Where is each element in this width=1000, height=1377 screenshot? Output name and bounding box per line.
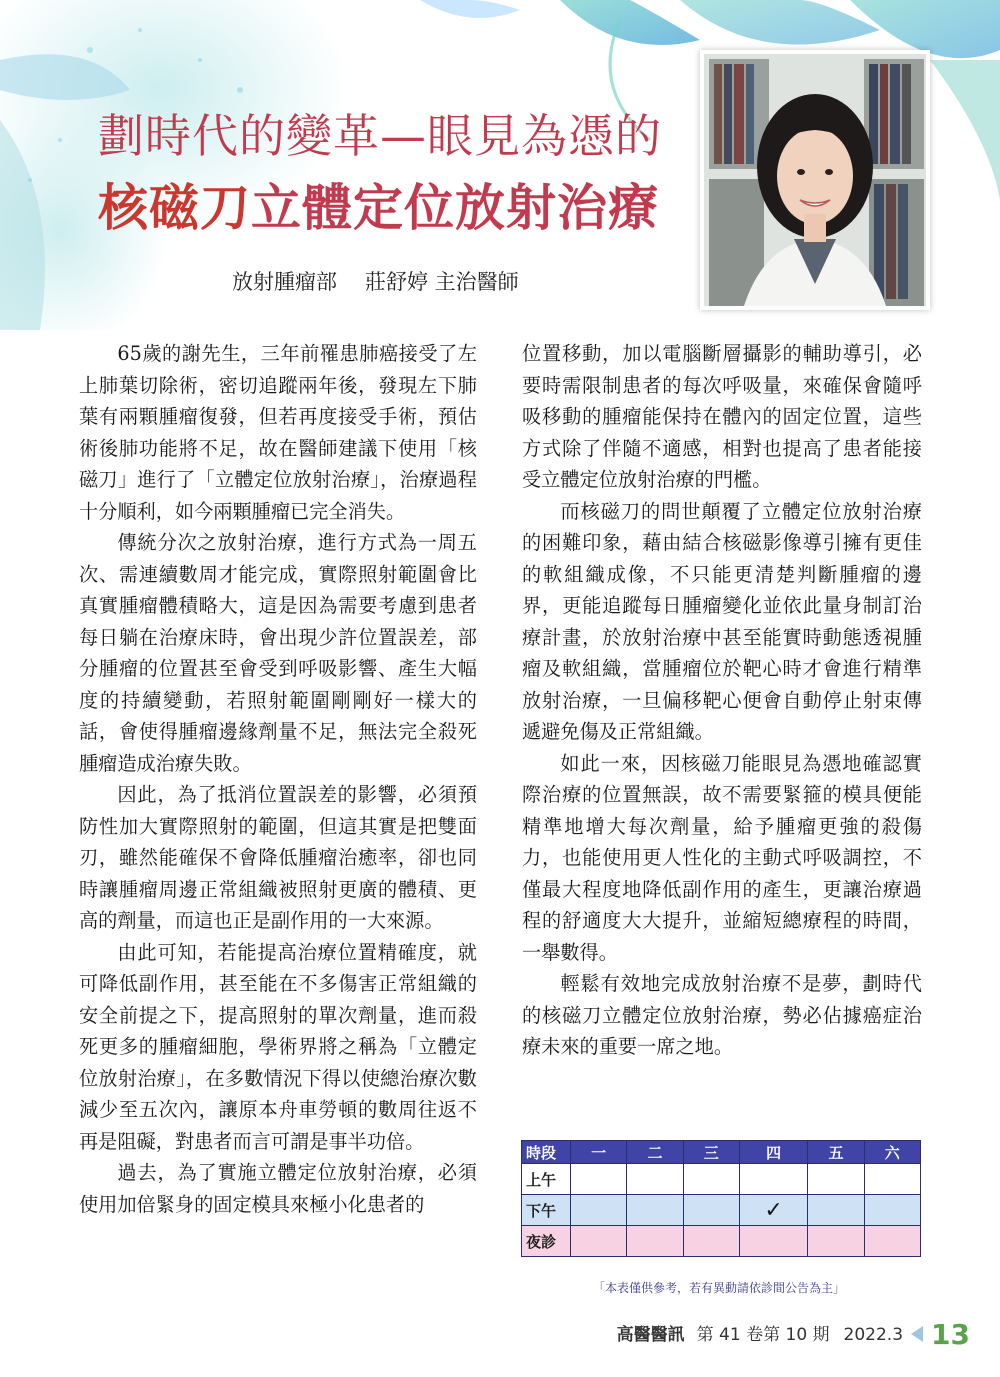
- portrait-illustration: [704, 54, 926, 306]
- schedule-row-afternoon: [522, 1195, 921, 1226]
- schedule-cell: [739, 1164, 807, 1195]
- schedule-cell: [571, 1164, 627, 1195]
- article-paragraph: 而核磁刀的問世顛覆了立體定位放射治療的困難印象，藉由結合核磁影像導引擁有更佳的軟組織成像，不只能更清楚判斷腫瘤的邊界，更能追蹤每日腫瘤變化並依此量身制訂治療計畫，於放射治療中甚至能實時動態透視腫瘤及軟組織，當腫瘤位於靶心時才會進行精準放射治療，一旦偏移靶心便會自動停止射束傳遞避免傷及正常組織。: [522, 499, 922, 743]
- schedule-row-label: 夜診: [522, 1226, 571, 1257]
- schedule-cell: [571, 1226, 627, 1257]
- author-photo: [700, 50, 930, 310]
- schedule-day-header: 四: [739, 1141, 807, 1164]
- title-rest: 立體定位放射治療: [251, 179, 659, 237]
- article-paragraph: 過去，為了實施立體定位放射治療，必須使用加倍緊身的固定模具來極小化患者的: [79, 1161, 477, 1216]
- schedule-row-label: 下午: [522, 1195, 571, 1226]
- schedule-cell: [627, 1164, 683, 1195]
- issue-date: 2022.3: [843, 1325, 904, 1345]
- page-number: 13: [931, 1318, 970, 1351]
- article-paragraph: 輕鬆有效地完成放射治療不是夢，劃時代的核磁刀立體定位放射治療，勢必佔據癌症治療未來的重要一席之地。: [522, 972, 922, 1058]
- schedule-cell: [864, 1226, 920, 1257]
- schedule-cell-check: ✓: [739, 1195, 807, 1226]
- author-byline: [232, 266, 519, 296]
- article-paragraph: 因此，為了抵消位置誤差的影響，必須預防性加大實際照射的範圍，但這其實是把雙面刃，雖然能確保不會降低腫瘤治癒率，卻也同時讓腫瘤周邊正常組織被照射更廣的體積、更高的劑量，而這也正是副作用的一大來源。: [79, 783, 477, 932]
- schedule-day-header: 三: [683, 1141, 739, 1164]
- schedule-cell: [808, 1195, 864, 1226]
- author-department: 放射腫瘤部: [232, 270, 337, 294]
- article-column-left: [79, 338, 477, 1220]
- article-paragraph: 由此可知，若能提高治療位置精確度，就可降低副作用，甚至能在不多傷害正常組織的安全前提之下，提高照射的單次劑量，進而殺死更多的腫瘤細胞，學術界將之稱為「立體定位放射治療」，在多數情況下得以使總治療次數減少至五次內，讓原本舟車勞頓的數周往返不再是阻礙，對患者而言可謂是事半功倍。: [79, 940, 477, 1153]
- schedule-cell: [808, 1226, 864, 1257]
- clinic-schedule-table: [521, 1140, 921, 1257]
- author-name: 莊舒婷 主治醫師: [365, 270, 519, 294]
- schedule-cell: [683, 1164, 739, 1195]
- schedule-cell: [627, 1226, 683, 1257]
- schedule-day-header: 六: [864, 1141, 920, 1164]
- schedule-cell: [683, 1226, 739, 1257]
- volume-issue: 第 41 卷第 10 期: [696, 1325, 830, 1345]
- schedule-day-header: 五: [808, 1141, 864, 1164]
- schedule-note: 「本表僅供參考，若有異動請依診間公告為主」: [593, 1281, 846, 1295]
- schedule-cell: [683, 1195, 739, 1226]
- article-paragraph: 傳統分次之放射治療，進行方式為一周五次、需連續數周才能完成，實際照射範圍會比真實腫瘤體積略大，這是因為需要考慮到患者每日躺在治療床時，會出現少許位置誤差，部分腫瘤的位置甚至會受到呼吸影響、產生大幅度的持續變動，若照射範圍剛剛好一樣大的話，會使得腫瘤邊緣劑量不足，無法完全殺死腫瘤造成治療失敗。: [79, 531, 477, 775]
- article-column-right: [522, 338, 922, 1063]
- title-highlight: 核磁刀: [98, 179, 251, 237]
- schedule-cell: [627, 1195, 683, 1226]
- article-paragraph: 65歲的謝先生，三年前罹患肺癌接受了左上肺葉切除術，密切追蹤兩年後，發現左下肺葉有兩顆腫瘤復發，但若再度接受手術，預估術後肺功能將不足，故在醫師建議下使用「核磁刀」進行了「立體定位放射治療」，治療過程十分順利，如今兩顆腫瘤已完全消失。: [79, 342, 477, 523]
- page-footer: [617, 1318, 970, 1351]
- publication-name: 高醫醫訊: [616, 1325, 685, 1345]
- schedule-cell: [808, 1164, 864, 1195]
- triangle-left-icon: [911, 1326, 923, 1342]
- article-paragraph-continued: 位置移動，加以電腦斷層攝影的輔助導引，必要時需限制患者的每次呼吸量，來確保會隨呼吸移動的腫瘤能保持在體內的固定位置，這些方式除了伴隨不適感，相對也提高了患者能接受立體定位放射治療的門檻。: [522, 342, 922, 491]
- schedule-corner-label: 時段: [522, 1141, 571, 1164]
- schedule-cell: [571, 1195, 627, 1226]
- schedule-cell: [864, 1195, 920, 1226]
- schedule-cell: [864, 1164, 920, 1195]
- schedule-cell: [739, 1226, 807, 1257]
- article-title-line2: [98, 168, 659, 240]
- schedule-row-label: 上午: [522, 1164, 571, 1195]
- article-title-line1: 劃時代的變革—眼見為憑的: [98, 109, 662, 163]
- schedule-header-row: [522, 1141, 921, 1164]
- schedule-row-morning: [522, 1164, 921, 1195]
- schedule-day-header: 二: [627, 1141, 683, 1164]
- schedule-day-header: 一: [571, 1141, 627, 1164]
- article-paragraph: 如此一來，因核磁刀能眼見為憑地確認實際治療的位置無誤，故不需要緊箍的模具便能精準地增大每次劑量，給予腫瘤更強的殺傷力，也能使用更人性化的主動式呼吸調控，不僅最大程度地降低副作用的產生，更讓治療過程的舒適度大大提升，並縮短總療程的時間，一舉數得。: [522, 751, 922, 964]
- schedule-row-evening: [522, 1226, 921, 1257]
